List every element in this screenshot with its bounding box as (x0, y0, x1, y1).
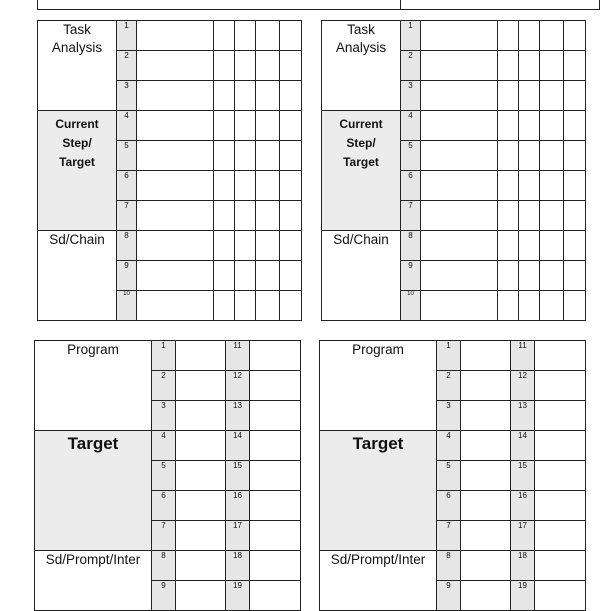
data-cell[interactable] (540, 141, 564, 171)
step-cell[interactable] (421, 291, 498, 321)
data-cell[interactable] (519, 111, 540, 141)
data-cell[interactable] (176, 371, 226, 401)
data-cell[interactable] (498, 291, 519, 321)
step-cell[interactable] (137, 261, 214, 291)
data-cell[interactable] (540, 201, 564, 231)
data-cell[interactable] (235, 141, 256, 171)
data-cell[interactable] (256, 171, 280, 201)
step-cell[interactable] (137, 291, 214, 321)
step-cell[interactable] (421, 201, 498, 231)
data-cell[interactable] (461, 581, 511, 611)
row-number: 14 (511, 431, 535, 461)
data-cell[interactable] (535, 431, 586, 461)
data-cell[interactable] (461, 461, 511, 491)
data-cell[interactable] (461, 401, 511, 431)
row-number: 4 (437, 431, 461, 461)
data-cell[interactable] (250, 551, 301, 581)
data-cell[interactable] (535, 461, 586, 491)
row-number: 3 (152, 401, 176, 431)
data-cell[interactable] (519, 291, 540, 321)
data-cell[interactable] (498, 111, 519, 141)
data-cell[interactable] (519, 21, 540, 51)
data-cell[interactable] (535, 341, 586, 371)
current-step-label-line2: Step/ (346, 136, 376, 150)
row-number: 3 (437, 401, 461, 431)
data-cell[interactable] (214, 51, 235, 81)
current-step-label-line1: Current (339, 117, 383, 131)
top-strip-divider (400, 0, 401, 9)
row-number: 8 (437, 551, 461, 581)
row-number: 13 (511, 401, 535, 431)
step-cell[interactable] (137, 141, 214, 171)
data-cell[interactable] (498, 261, 519, 291)
data-cell[interactable] (519, 141, 540, 171)
data-cell[interactable] (498, 141, 519, 171)
data-cell[interactable] (280, 171, 302, 201)
data-cell[interactable] (280, 261, 302, 291)
target-label-cell (320, 431, 437, 551)
data-cell[interactable] (498, 21, 519, 51)
data-cell[interactable] (535, 491, 586, 521)
step-cell[interactable] (421, 21, 498, 51)
row-number: 7 (437, 521, 461, 551)
data-cell[interactable] (176, 341, 226, 371)
data-cell[interactable] (280, 21, 302, 51)
data-cell[interactable] (250, 461, 301, 491)
data-cell[interactable] (564, 291, 586, 321)
data-cell[interactable] (176, 551, 226, 581)
data-cell[interactable] (214, 201, 235, 231)
row-number: 17 (226, 521, 250, 551)
data-cell[interactable] (250, 581, 301, 611)
data-cell[interactable] (176, 581, 226, 611)
top-header-strip (37, 0, 600, 10)
row-number: 11 (511, 341, 535, 371)
data-cell[interactable] (256, 51, 280, 81)
data-cell[interactable] (214, 171, 235, 201)
data-cell[interactable] (535, 521, 586, 551)
current-step-label-cell (38, 111, 117, 231)
current-step-label-line3: Target (59, 155, 95, 169)
row-number: 18 (511, 551, 535, 581)
data-cell[interactable] (250, 491, 301, 521)
data-cell[interactable] (214, 81, 235, 111)
row-number: 9 (117, 261, 137, 291)
program-table-2 (319, 340, 586, 611)
row-number: 16 (226, 491, 250, 521)
data-cell[interactable] (540, 21, 564, 51)
step-cell[interactable] (137, 111, 214, 141)
row-number: 18 (226, 551, 250, 581)
data-cell[interactable] (461, 491, 511, 521)
row-number: 13 (226, 401, 250, 431)
row-number: 2 (437, 371, 461, 401)
data-cell[interactable] (564, 111, 586, 141)
data-cell[interactable] (176, 521, 226, 551)
task-analysis-table-1 (37, 20, 302, 321)
sd-chain-label: Sd/Chain (333, 232, 389, 247)
data-cell[interactable] (256, 111, 280, 141)
data-cell[interactable] (256, 141, 280, 171)
row-number: 19 (226, 581, 250, 611)
sd-chain-label-cell (322, 231, 401, 321)
data-cell[interactable] (176, 491, 226, 521)
sd-prompt-label-cell (35, 551, 152, 611)
row-number: 5 (401, 141, 421, 171)
data-cell[interactable] (461, 521, 511, 551)
row-number: 9 (401, 261, 421, 291)
data-cell[interactable] (235, 201, 256, 231)
row-number: 2 (401, 51, 421, 81)
data-cell[interactable] (256, 81, 280, 111)
data-cell[interactable] (256, 261, 280, 291)
current-step-label-cell (322, 111, 401, 231)
data-cell[interactable] (280, 201, 302, 231)
data-cell[interactable] (214, 111, 235, 141)
row-number: 4 (401, 111, 421, 141)
data-cell[interactable] (214, 291, 235, 321)
data-cell[interactable] (540, 171, 564, 201)
data-cell[interactable] (540, 291, 564, 321)
current-step-label-line3: Target (343, 155, 379, 169)
data-cell[interactable] (250, 431, 301, 461)
step-cell[interactable] (421, 141, 498, 171)
data-cell[interactable] (256, 201, 280, 231)
step-cell[interactable] (137, 51, 214, 81)
row-number: 7 (152, 521, 176, 551)
data-cell[interactable] (535, 371, 586, 401)
data-cell[interactable] (176, 401, 226, 431)
data-cell[interactable] (250, 341, 301, 371)
row-number: 8 (401, 231, 421, 261)
data-cell[interactable] (214, 21, 235, 51)
row-number: 10 (117, 291, 137, 321)
data-cell[interactable] (256, 21, 280, 51)
data-cell[interactable] (519, 231, 540, 261)
data-cell[interactable] (564, 261, 586, 291)
data-cell[interactable] (519, 201, 540, 231)
step-cell[interactable] (421, 111, 498, 141)
sd-prompt-label: Sd/Prompt/Inter (330, 552, 426, 567)
data-cell[interactable] (280, 51, 302, 81)
data-cell[interactable] (540, 111, 564, 141)
row-number: 17 (511, 521, 535, 551)
task-analysis-label: Task Analysis (51, 22, 103, 55)
data-cell[interactable] (176, 431, 226, 461)
program-table-1 (34, 340, 301, 611)
row-number: 16 (511, 491, 535, 521)
program-label-cell (320, 341, 437, 431)
row-number: 5 (152, 461, 176, 491)
data-cell[interactable] (280, 111, 302, 141)
data-cell[interactable] (235, 51, 256, 81)
data-cell[interactable] (280, 291, 302, 321)
data-cell[interactable] (498, 231, 519, 261)
row-number: 1 (152, 341, 176, 371)
program-label: Program (67, 342, 119, 357)
row-number: 14 (226, 431, 250, 461)
row-number: 1 (117, 21, 137, 51)
program-label: Program (352, 342, 404, 357)
row-number: 6 (401, 171, 421, 201)
row-number: 10 (401, 291, 421, 321)
data-cell[interactable] (498, 201, 519, 231)
data-cell[interactable] (564, 81, 586, 111)
step-cell[interactable] (137, 81, 214, 111)
data-cell[interactable] (461, 371, 511, 401)
data-cell[interactable] (176, 461, 226, 491)
data-cell[interactable] (280, 81, 302, 111)
target-label: Target (352, 434, 404, 453)
row-number: 15 (511, 461, 535, 491)
data-cell[interactable] (540, 51, 564, 81)
step-cell[interactable] (421, 51, 498, 81)
row-number: 8 (152, 551, 176, 581)
data-cell[interactable] (250, 371, 301, 401)
data-cell[interactable] (540, 81, 564, 111)
step-cell[interactable] (421, 261, 498, 291)
data-cell[interactable] (564, 171, 586, 201)
row-number: 7 (401, 201, 421, 231)
data-cell[interactable] (564, 51, 586, 81)
row-number: 4 (117, 111, 137, 141)
row-number: 1 (401, 21, 421, 51)
row-number: 12 (226, 371, 250, 401)
row-number: 15 (226, 461, 250, 491)
step-cell[interactable] (421, 171, 498, 201)
step-cell[interactable] (137, 201, 214, 231)
step-cell[interactable] (421, 81, 498, 111)
row-number: 2 (117, 51, 137, 81)
data-cell[interactable] (235, 261, 256, 291)
sd-prompt-label: Sd/Prompt/Inter (45, 552, 141, 567)
row-number: 3 (117, 81, 137, 111)
sd-chain-label: Sd/Chain (49, 232, 105, 247)
row-number: 2 (152, 371, 176, 401)
data-cell[interactable] (235, 81, 256, 111)
data-cell[interactable] (519, 51, 540, 81)
data-cell[interactable] (519, 261, 540, 291)
task-analysis-table-2 (321, 20, 586, 321)
row-number: 9 (437, 581, 461, 611)
data-cell[interactable] (235, 231, 256, 261)
program-label-cell (35, 341, 152, 431)
data-cell[interactable] (214, 141, 235, 171)
step-cell[interactable] (137, 21, 214, 51)
row-number: 19 (511, 581, 535, 611)
current-step-label-line2: Step/ (62, 136, 92, 150)
task-analysis-label-cell (38, 21, 117, 111)
data-cell[interactable] (235, 111, 256, 141)
row-number: 1 (437, 341, 461, 371)
row-number: 5 (437, 461, 461, 491)
row-number: 7 (117, 201, 137, 231)
data-cell[interactable] (498, 81, 519, 111)
row-number: 5 (117, 141, 137, 171)
data-cell[interactable] (235, 171, 256, 201)
task-analysis-label: Task Analysis (335, 22, 387, 55)
data-cell[interactable] (235, 291, 256, 321)
data-cell[interactable] (280, 231, 302, 261)
data-cell[interactable] (564, 141, 586, 171)
data-cell[interactable] (250, 401, 301, 431)
data-cell[interactable] (535, 401, 586, 431)
row-number: 3 (401, 81, 421, 111)
row-number: 6 (437, 491, 461, 521)
data-cell[interactable] (214, 231, 235, 261)
row-number: 12 (511, 371, 535, 401)
data-cell[interactable] (535, 581, 586, 611)
data-cell[interactable] (564, 201, 586, 231)
data-cell[interactable] (461, 431, 511, 461)
row-number: 6 (117, 171, 137, 201)
sd-chain-label-cell (38, 231, 117, 321)
row-number: 11 (226, 341, 250, 371)
data-cell[interactable] (461, 551, 511, 581)
row-number: 8 (117, 231, 137, 261)
data-cell[interactable] (519, 171, 540, 201)
row-number: 6 (152, 491, 176, 521)
sd-prompt-label-cell (320, 551, 437, 611)
data-cell[interactable] (235, 21, 256, 51)
data-cell[interactable] (256, 231, 280, 261)
target-label-cell (35, 431, 152, 551)
current-step-label-line1: Current (55, 117, 99, 131)
data-cell[interactable] (280, 141, 302, 171)
data-cell[interactable] (540, 231, 564, 261)
data-cell[interactable] (564, 231, 586, 261)
row-number: 4 (152, 431, 176, 461)
data-cell[interactable] (256, 291, 280, 321)
task-analysis-label-cell (322, 21, 401, 111)
data-cell[interactable] (461, 341, 511, 371)
step-cell[interactable] (137, 231, 214, 261)
step-cell[interactable] (421, 231, 498, 261)
target-label: Target (67, 434, 119, 453)
data-cell[interactable] (498, 51, 519, 81)
data-cell[interactable] (535, 551, 586, 581)
data-cell[interactable] (519, 81, 540, 111)
data-cell[interactable] (540, 261, 564, 291)
row-number: 9 (152, 581, 176, 611)
step-cell[interactable] (137, 171, 214, 201)
data-cell[interactable] (214, 261, 235, 291)
data-cell[interactable] (498, 171, 519, 201)
data-cell[interactable] (564, 21, 586, 51)
data-cell[interactable] (250, 521, 301, 551)
